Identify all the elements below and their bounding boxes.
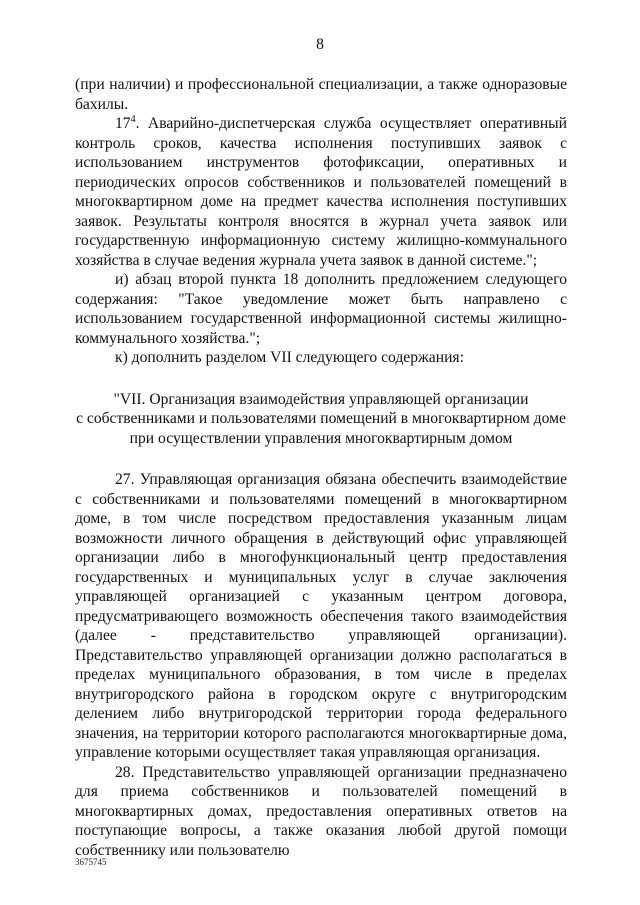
section-heading-line: с собственниками и пользователями помещений в многоквартирном доме (76, 410, 566, 427)
paragraph-17-4 (75, 114, 567, 270)
document-code: 3675745 (75, 857, 107, 867)
section-heading-line: "VII. Организация взаимодействия управляющей организации (113, 390, 529, 408)
paragraph-superscript: 4 (130, 113, 136, 125)
page-number: 8 (316, 36, 324, 53)
paragraph-text: . Аварийно-диспетчерская служба осуществляет оперативный контроль сроков, качества исполнения поступивших заявок с использованием инструментов фотофиксации, оперативных и периодических опросов собственников и пользователей помещений в многоквартирном доме на предмет качества исполнения поступивших заявок. Результаты контроля вносятся в журнал учета заявок или государственную информационную систему жилищно-коммунального хозяйства в случае ведения журнала учета заявок в данной системе."; (75, 115, 567, 269)
paragraph-number: 17 (115, 115, 131, 132)
section-heading (75, 390, 567, 449)
paragraph-footwear: (при наличии) и профессиональной специализации, а также одноразовые бахилы. (75, 76, 567, 113)
paragraph-k: к) дополнить разделом VII следующего содержания: (115, 349, 464, 366)
section-heading-line: при осуществлении управления многоквартирным домом (129, 429, 513, 447)
document-body (75, 75, 567, 860)
paragraph-28: 28. Представительство управляющей организации предназначено для приема собственников и пользователей помещений в многоквартирных домах, предоставления оперативных ответов на поступающие вопросы, а также оказания любой другой помощи собственнику или пользователю (75, 763, 567, 859)
paragraph-27: 27. Управляющая организация обязана обеспечить взаимодействие с собственниками и пользователями помещений в многоквартирном доме, в том числе посредством предоставления указанным лицам возможности личного обращения в действующий офис управляющей организации либо в многофункциональный центр предоставления государственных и муниципальных услуг в случае заключения управляющей организацией с указанным центром договора, предусматривающего возможность обеспечения такого взаимодействия (далее - представительство управляющей организации). Представительство управляющей организации должно располагаться в пределах муниципального образования, в том числе в пределах внутригородского района в городском округе с внутригородским делением либо внутригородской территории города федерального значения, на территории которого располагаются многоквартирные дома, управление которыми осуществляет такая управляющая организация. (75, 471, 567, 761)
paragraph-i: и) абзац второй пункта 18 дополнить предложением следующего содержания: "Такое уведомление может быть направлено с использованием государственной информационной системы жилищно-коммунального хозяйства."; (75, 271, 567, 347)
